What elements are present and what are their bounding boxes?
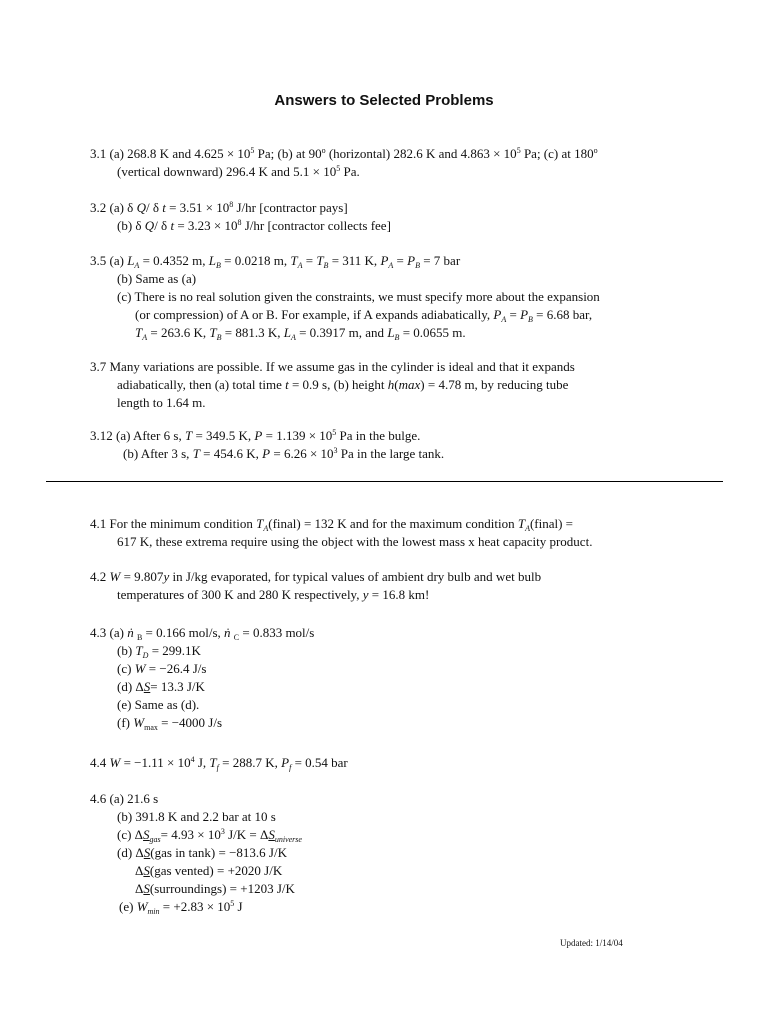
page-title: Answers to Selected Problems bbox=[274, 92, 494, 109]
answer-line: temperatures of 300 K and 280 K respectively, y = 16.8 km! bbox=[117, 587, 430, 602]
answer-line: (b) δ Q/ δ $t = 3.23 \times 10^8$ J/hr [contractor collects fee] bbox=[117, 218, 391, 233]
answer-line: 4.2 W = 9.807y in J/kg evaporated, for typical values of ambient dry bulb and wet bulb bbox=[90, 569, 542, 584]
answer-line: (c) There is no real solution given the constraints, we must specify more about the expansion bbox=[117, 289, 600, 304]
answer-line: 3.5 (a) $L_A = 0.4352$ m, $L_B = 0.0218$ m, $T_A = T_B = 311$ K, $P_A = P_B = 7$ bar bbox=[90, 253, 461, 270]
answer-line: ΔS(gas vented) = +2020 J/K bbox=[135, 863, 283, 878]
answer-line: (b) Same as (a) bbox=[117, 271, 197, 286]
answer-line: 3.2 (a) δ Q/ δ $t = 3.51 \times 10^8$ J/hr [contractor pays] bbox=[90, 200, 348, 215]
answer-line: (d) ΔS= 13.3 J/K bbox=[117, 679, 205, 694]
problem-4-1 bbox=[90, 515, 710, 551]
answer-line: 4.6 (a) 21.6 s bbox=[90, 791, 159, 806]
answer-line: 4.4 $W = -1.11 \times 10^4$ J, $T_f = 288.7$ K, $P_f = 0.54$ bar bbox=[90, 755, 348, 772]
problem-4-4 bbox=[90, 754, 710, 772]
updated-date: Updated: 1/14/04 bbox=[560, 938, 623, 948]
answer-line: (e) $W_{min} = +2.83 \times 10^5$ J bbox=[119, 899, 243, 916]
answer-line: length to 1.64 m. bbox=[117, 395, 206, 410]
problem-3-12 bbox=[90, 427, 710, 463]
problem-3-5 bbox=[90, 252, 710, 342]
answer-line: 3.12 (a) After 6 s, T = 349.5 K, $P = 1.139 \times 10^5$ Pa in the bulge. bbox=[90, 428, 421, 443]
answer-line: (c) W = −26.4 J/s bbox=[117, 661, 207, 676]
answer-line: (d) ΔS(gas in tank) = −813.6 J/K bbox=[117, 845, 287, 860]
problem-4-2 bbox=[90, 568, 710, 604]
problem-3-7 bbox=[90, 358, 710, 412]
answer-line: (b) 391.8 K and 2.2 bar at 10 s bbox=[117, 809, 276, 824]
answer-line: (c) $\Delta S_{gas}= 4.93 \times 10^3$ $J/K = \Delta S_{universe}$ bbox=[117, 827, 302, 844]
answer-line: ΔS(surroundings) = +1203 J/K bbox=[135, 881, 295, 896]
answer-line: 617 K, these extrema require using the object with the lowest mass x heat capacity product. bbox=[117, 534, 593, 549]
answer-line: (vertical downward) 296.4 K and $5.1 \times 10^5$ Pa. bbox=[117, 164, 360, 179]
problem-4-3 bbox=[90, 624, 710, 732]
answer-line: 3.1 (a) 268.8 K and $4.625 \times 10^5$ Pa; (b) at 90$^o$ (horizontal) 282.6 K and $4.863 \times 10^5$ Pa; (c) at 180$^o$ bbox=[90, 146, 598, 161]
answer-line: 4.3 (a) ṅ $_B$ = 0.166 mol/s, ṅ $_C$ = 0.833 mol/s bbox=[90, 625, 315, 642]
answer-line: adiabatically, then (a) total time t = 0.9 s, (b) height h(max) = 4.78 m, by reducing tube bbox=[117, 377, 569, 392]
problem-3-2 bbox=[90, 199, 710, 235]
answer-line: (f) $W_{max} = -4000$ J/s bbox=[117, 715, 223, 732]
answer-line: (e) Same as (d). bbox=[117, 697, 200, 712]
section-divider bbox=[46, 481, 723, 482]
answer-line: $T_A = 263.6$ K, $T_B = 881.3$ K, $L_A = 0.3917$ m, and $L_B = 0.0655$ m. bbox=[135, 325, 466, 342]
answer-line: (or compression) of A or B. For example, if A expands adiabatically, $P_A = P_B = 6.68$ bar, bbox=[135, 307, 593, 324]
answer-line: (b) $T_D = 299.1K$ bbox=[117, 643, 201, 660]
answer-line: 3.7 Many variations are possible. If we assume gas in the cylinder is ideal and that it expands bbox=[90, 359, 575, 374]
answer-line: 4.1 For the minimum condition $T_A(final) = 132$ K and for the maximum condition $T_A(final)$ = bbox=[90, 516, 574, 533]
answer-line: (b) After 3 s, T = 454.6 K, $P = 6.26 \times 10^3$ Pa in the large tank. bbox=[123, 446, 445, 461]
problem-3-1 bbox=[90, 145, 710, 181]
problem-4-6 bbox=[90, 790, 710, 916]
